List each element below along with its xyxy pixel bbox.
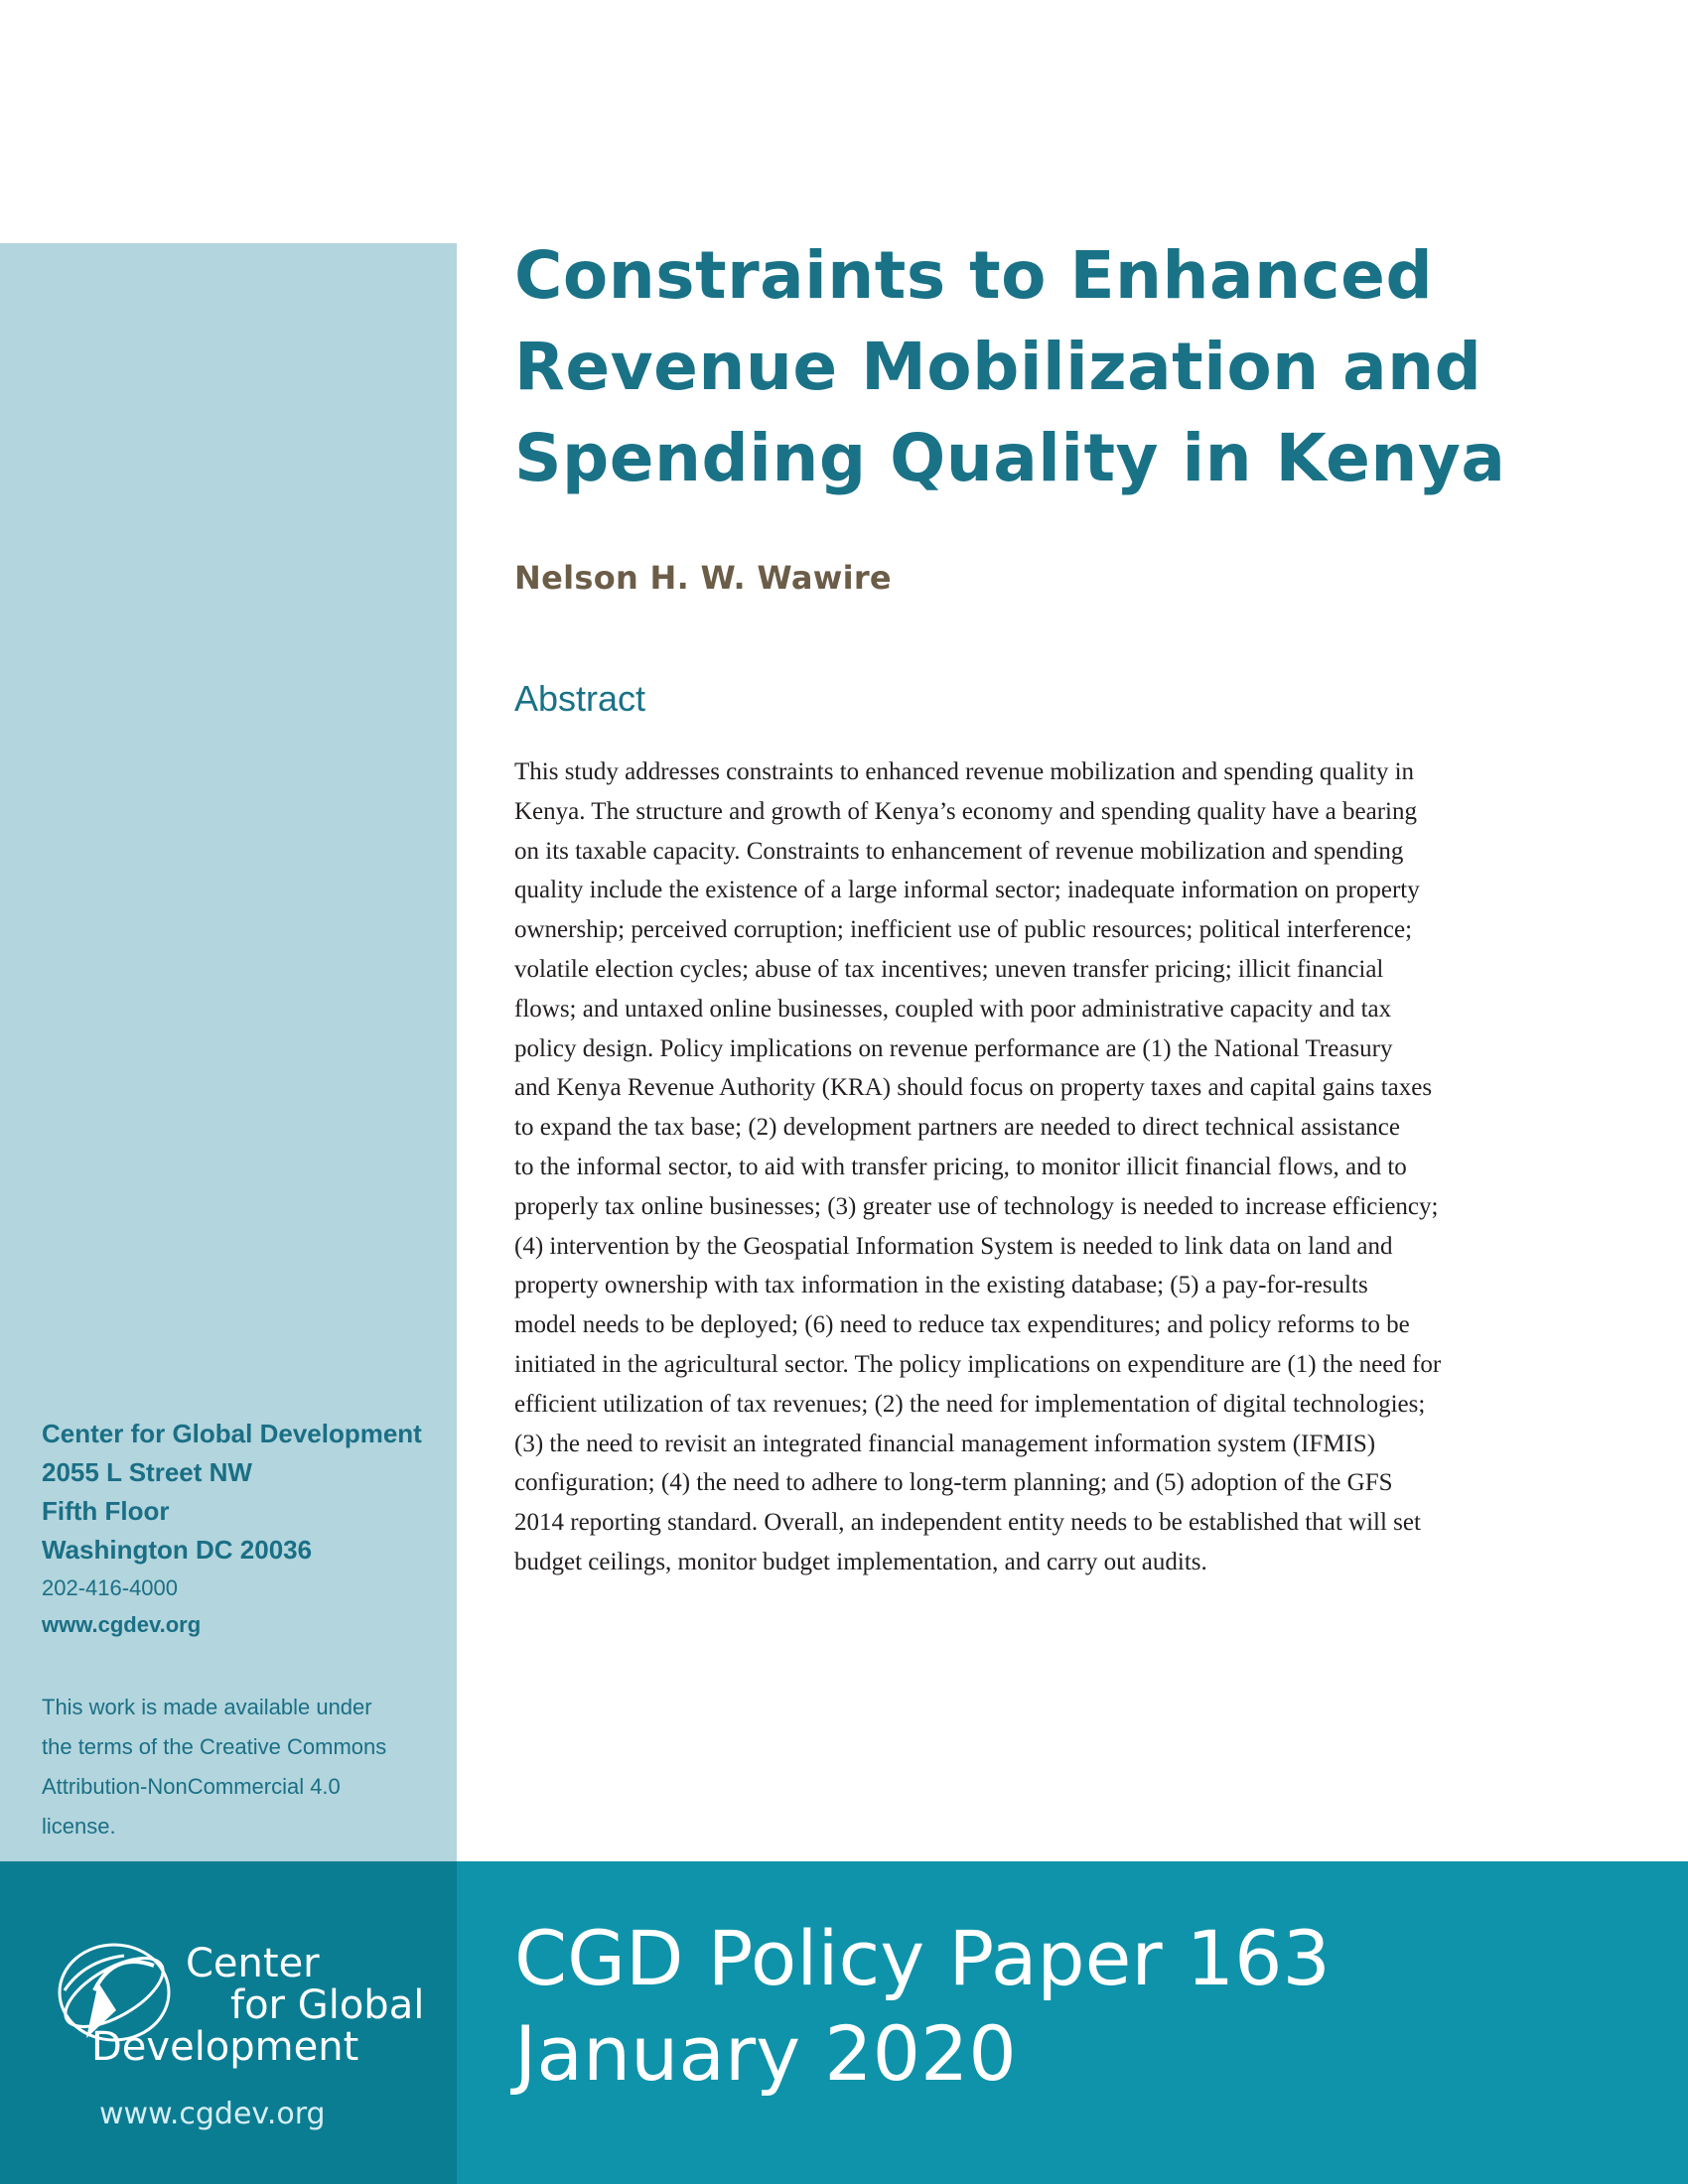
logo-line: Center: [186, 1941, 320, 1986]
license-notice: [42, 1688, 386, 1846]
license-line: This work is made available under: [42, 1695, 372, 1719]
title-line: Constraints to Enhanced: [514, 237, 1434, 314]
abstract-line: to expand the tax base; (2) development partners are needed to direct technical assistance: [514, 1114, 1400, 1142]
address-block: [42, 1415, 422, 1643]
abstract-line: configuration; (4) the need to adhere to long-term planning; and (5) adoption of the GFS: [514, 1469, 1393, 1497]
abstract-line: ownership; perceived corruption; inefficient use of public resources; political interference;: [514, 916, 1413, 944]
abstract-line: to the informal sector, to aid with transfer pricing, to monitor illicit financial flows, and to: [514, 1153, 1407, 1180]
logo-line: for Global: [230, 1982, 425, 2028]
abstract-line: (4) intervention by the Geospatial Information System is needed to link data on land and: [514, 1232, 1393, 1260]
abstract-line: and Kenya Revenue Authority (KRA) should focus on property taxes and capital gains taxes: [514, 1074, 1433, 1102]
logo-line: Development: [91, 2024, 359, 2070]
abstract-line: 2014 reporting standard. Overall, an independent entity needs to be established that will set: [514, 1509, 1421, 1537]
paper-title: [514, 230, 1646, 504]
abstract-line: model needs to be deployed; (6) need to reduce tax expenditures; and policy reforms to be: [514, 1311, 1410, 1339]
website-link[interactable]: www.cgdev.org: [42, 1612, 202, 1637]
abstract-line: This study addresses constraints to enhanced revenue mobilization and spending quality in: [514, 758, 1415, 785]
abstract-line: budget ceilings, monitor budget implementation, and carry out audits.: [514, 1548, 1207, 1575]
license-line: Attribution-NonCommercial 4.0: [42, 1774, 341, 1799]
abstract-line: quality include the existence of a large informal sector; inadequate information on property: [514, 877, 1420, 904]
abstract-line: volatile election cycles; abuse of tax incentives; uneven transfer pricing; illicit financial: [514, 955, 1384, 983]
abstract-line: initiated in the agricultural sector. The policy implications on expenditure are (1) the need for: [514, 1350, 1442, 1378]
license-line: license.: [42, 1814, 116, 1839]
abstract-heading: Abstract: [514, 678, 646, 719]
abstract-line: Kenya. The structure and growth of Kenya’s economy and spending quality have a bearing: [514, 797, 1417, 825]
title-line: Spending Quality in Kenya: [514, 420, 1506, 496]
abstract-line: flows; and untaxed online businesses, coupled with poor administrative capacity and tax: [514, 995, 1392, 1023]
license-line: the terms of the Creative Commons: [42, 1734, 387, 1759]
title-line: Revenue Mobilization and: [514, 329, 1482, 405]
abstract-body: [514, 752, 1646, 1582]
phone-number: 202-416-4000: [42, 1575, 179, 1600]
abstract-line: (3) the need to revisit an integrated financial management information system (IFMIS): [514, 1430, 1376, 1457]
floor: Fifth Floor: [42, 1496, 170, 1526]
abstract-line: policy design. Policy implications on revenue performance are (1) the National Treasury: [514, 1034, 1393, 1062]
paper-series-label: [514, 1911, 1331, 2102]
org-name: Center for Global Development: [42, 1419, 422, 1448]
author-name: Nelson H. W. Wawire: [514, 559, 892, 597]
cgd-logo-wordmark: [91, 1943, 424, 2068]
abstract-line: on its taxable capacity. Constraints to enhancement of revenue mobilization and spending: [514, 837, 1404, 865]
street-address: 2055 L Street NW: [42, 1457, 252, 1487]
paper-date: January 2020: [514, 2009, 1017, 2098]
abstract-line: property ownership with tax information in the existing database; (5) a pay-for-results: [514, 1272, 1368, 1299]
paper-number: CGD Policy Paper 163: [514, 1914, 1331, 2002]
abstract-line: efficient utilization of tax revenues; (2) the need for implementation of digital technologies;: [514, 1390, 1426, 1418]
footer-website-link[interactable]: www.cgdev.org: [99, 2097, 326, 2131]
abstract-line: properly tax online businesses; (3) greater use of technology is needed to increase efficiency;: [514, 1192, 1439, 1220]
city: Washington DC 20036: [42, 1535, 313, 1565]
